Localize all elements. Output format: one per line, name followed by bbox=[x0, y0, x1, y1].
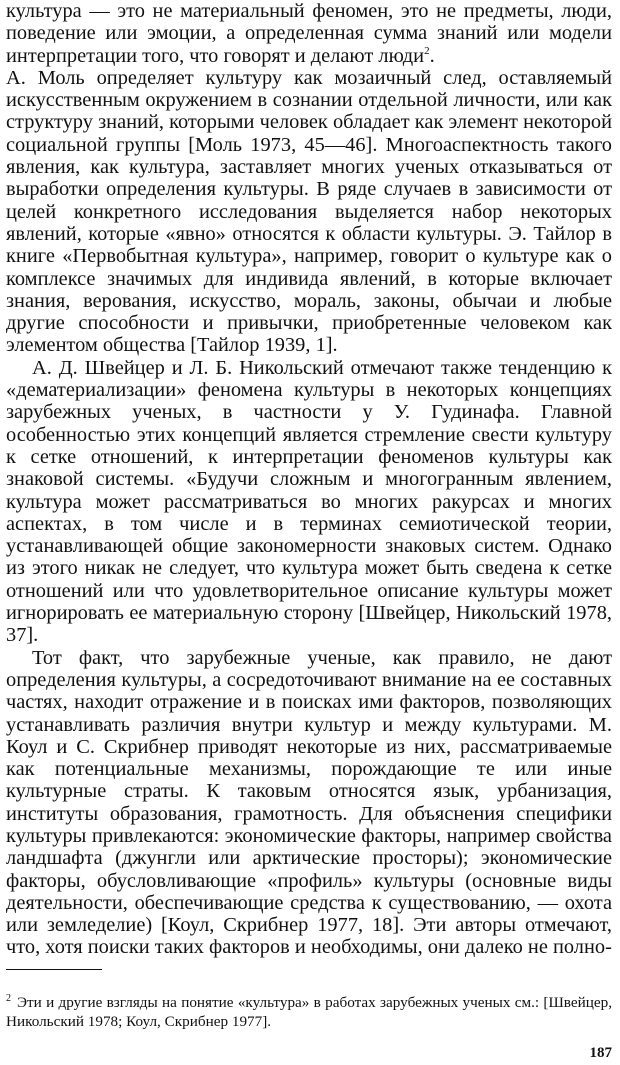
footnote bbox=[6, 993, 612, 1031]
paragraph-1-text: культура — это не материальный феномен, это не предметы, люди, поведение или эмоции, а определенная сумма знаний или модели интерпретации того, что говорят и делают люди bbox=[6, 0, 612, 67]
paragraph-2: А. Моль определяет культуру как мозаичный след, оставляемый искусственным окружением в сознании отдельной личности, или как структуру знаний, которыми человек обладает как элемент некоторой социальной группы [Моль 1973, 45—46]. Многоаспектность такого явления, как культура, заставляет многих ученых отказываться от выработки определения культуры. В ряде случаев в зависимости от целей конкретного исследования выделяется набор некоторых явлений, которые «явно» относятся к области культуры. Э. Тайлор в книге «Первобытная культура», например, говорит о культуре как о комплексе значимых для индивида явлений, в которые включает знания, верования, искусство, мораль, законы, обычаи и любые другие способности и привычки, приобретенные человеком как элементом общества [Тайлор 1939, 1]. bbox=[6, 66, 612, 357]
paragraph-1: культура — это не материальный феномен, это не предметы, люди, поведение или эмоции, а определенная сумма знаний или модели интерпретации того, что говорят и делают люди$^2$. bbox=[6, 0, 612, 67]
paragraph-3: А. Д. Швейцер и Л. Б. Никольский отмечают также тенденцию к «дематериализации» феномена культуры в некоторых концепциях зарубежных ученых, в частности у У. Гудинафа. Главной особенностью этих концепций является стремление свести культуру к сетке отношений, к интерпретации феноменов культуры как знаковой системы. «Будучи сложным и многогранным явлением, культура может рассматриваться во многих ракурсах и многих аспектах, в том числе и в терминах семиотической теории, устанавливающей общие закономерности знаковых систем. Однако из этого никак не следует, что культура может быть сведена к сетке отношений или что удовлетворительное описание культуры может игнорировать ее материальную сторону [Швейцер, Никольский 1978, 37]. bbox=[6, 356, 612, 647]
footnote-separator bbox=[6, 969, 102, 970]
page-number: 187 bbox=[589, 1045, 612, 1061]
footnote-text: Эти и другие взгляды на понятие «культура» в работах зарубежных ученых см.: [Швейцер, Никольский 1978; Коул, Скрибнер 1977]. bbox=[6, 994, 612, 1030]
main-text bbox=[6, 0, 612, 959]
footnote-reference: 2 bbox=[424, 44, 430, 57]
paragraph-4: Тот факт, что зарубежные ученые, как правило, не дают определения культуры, а сосредоточивают внимание на ее составных частях, находит отражение и в поисках ими факторов, позволяющих устанавливать различия внутри культур и между культурами. М. Коул и С. Скрибнер приводят некоторые из них, рассматриваемые как потенциальные механизмы, порождающие те или иные культурные страты. К таковым относятся язык, урбанизация, институты образования, грамотность. Для объяснения специфики культуры привлекаются: экономические факторы, например свойства ландшафта (джунгли или арктические просторы); экономические факторы, обусловливающие «профиль» культуры (основные виды деятельности, обеспечивающие средства к существованию, — охота или земледелие) [Коул, Скрибнер 1977, 18]. Эти авторы отмечают, что, хотя поиски таких факторов и необходимы, они далеко не полно- bbox=[6, 646, 612, 959]
footnote-marker: 2 bbox=[6, 992, 11, 1004]
